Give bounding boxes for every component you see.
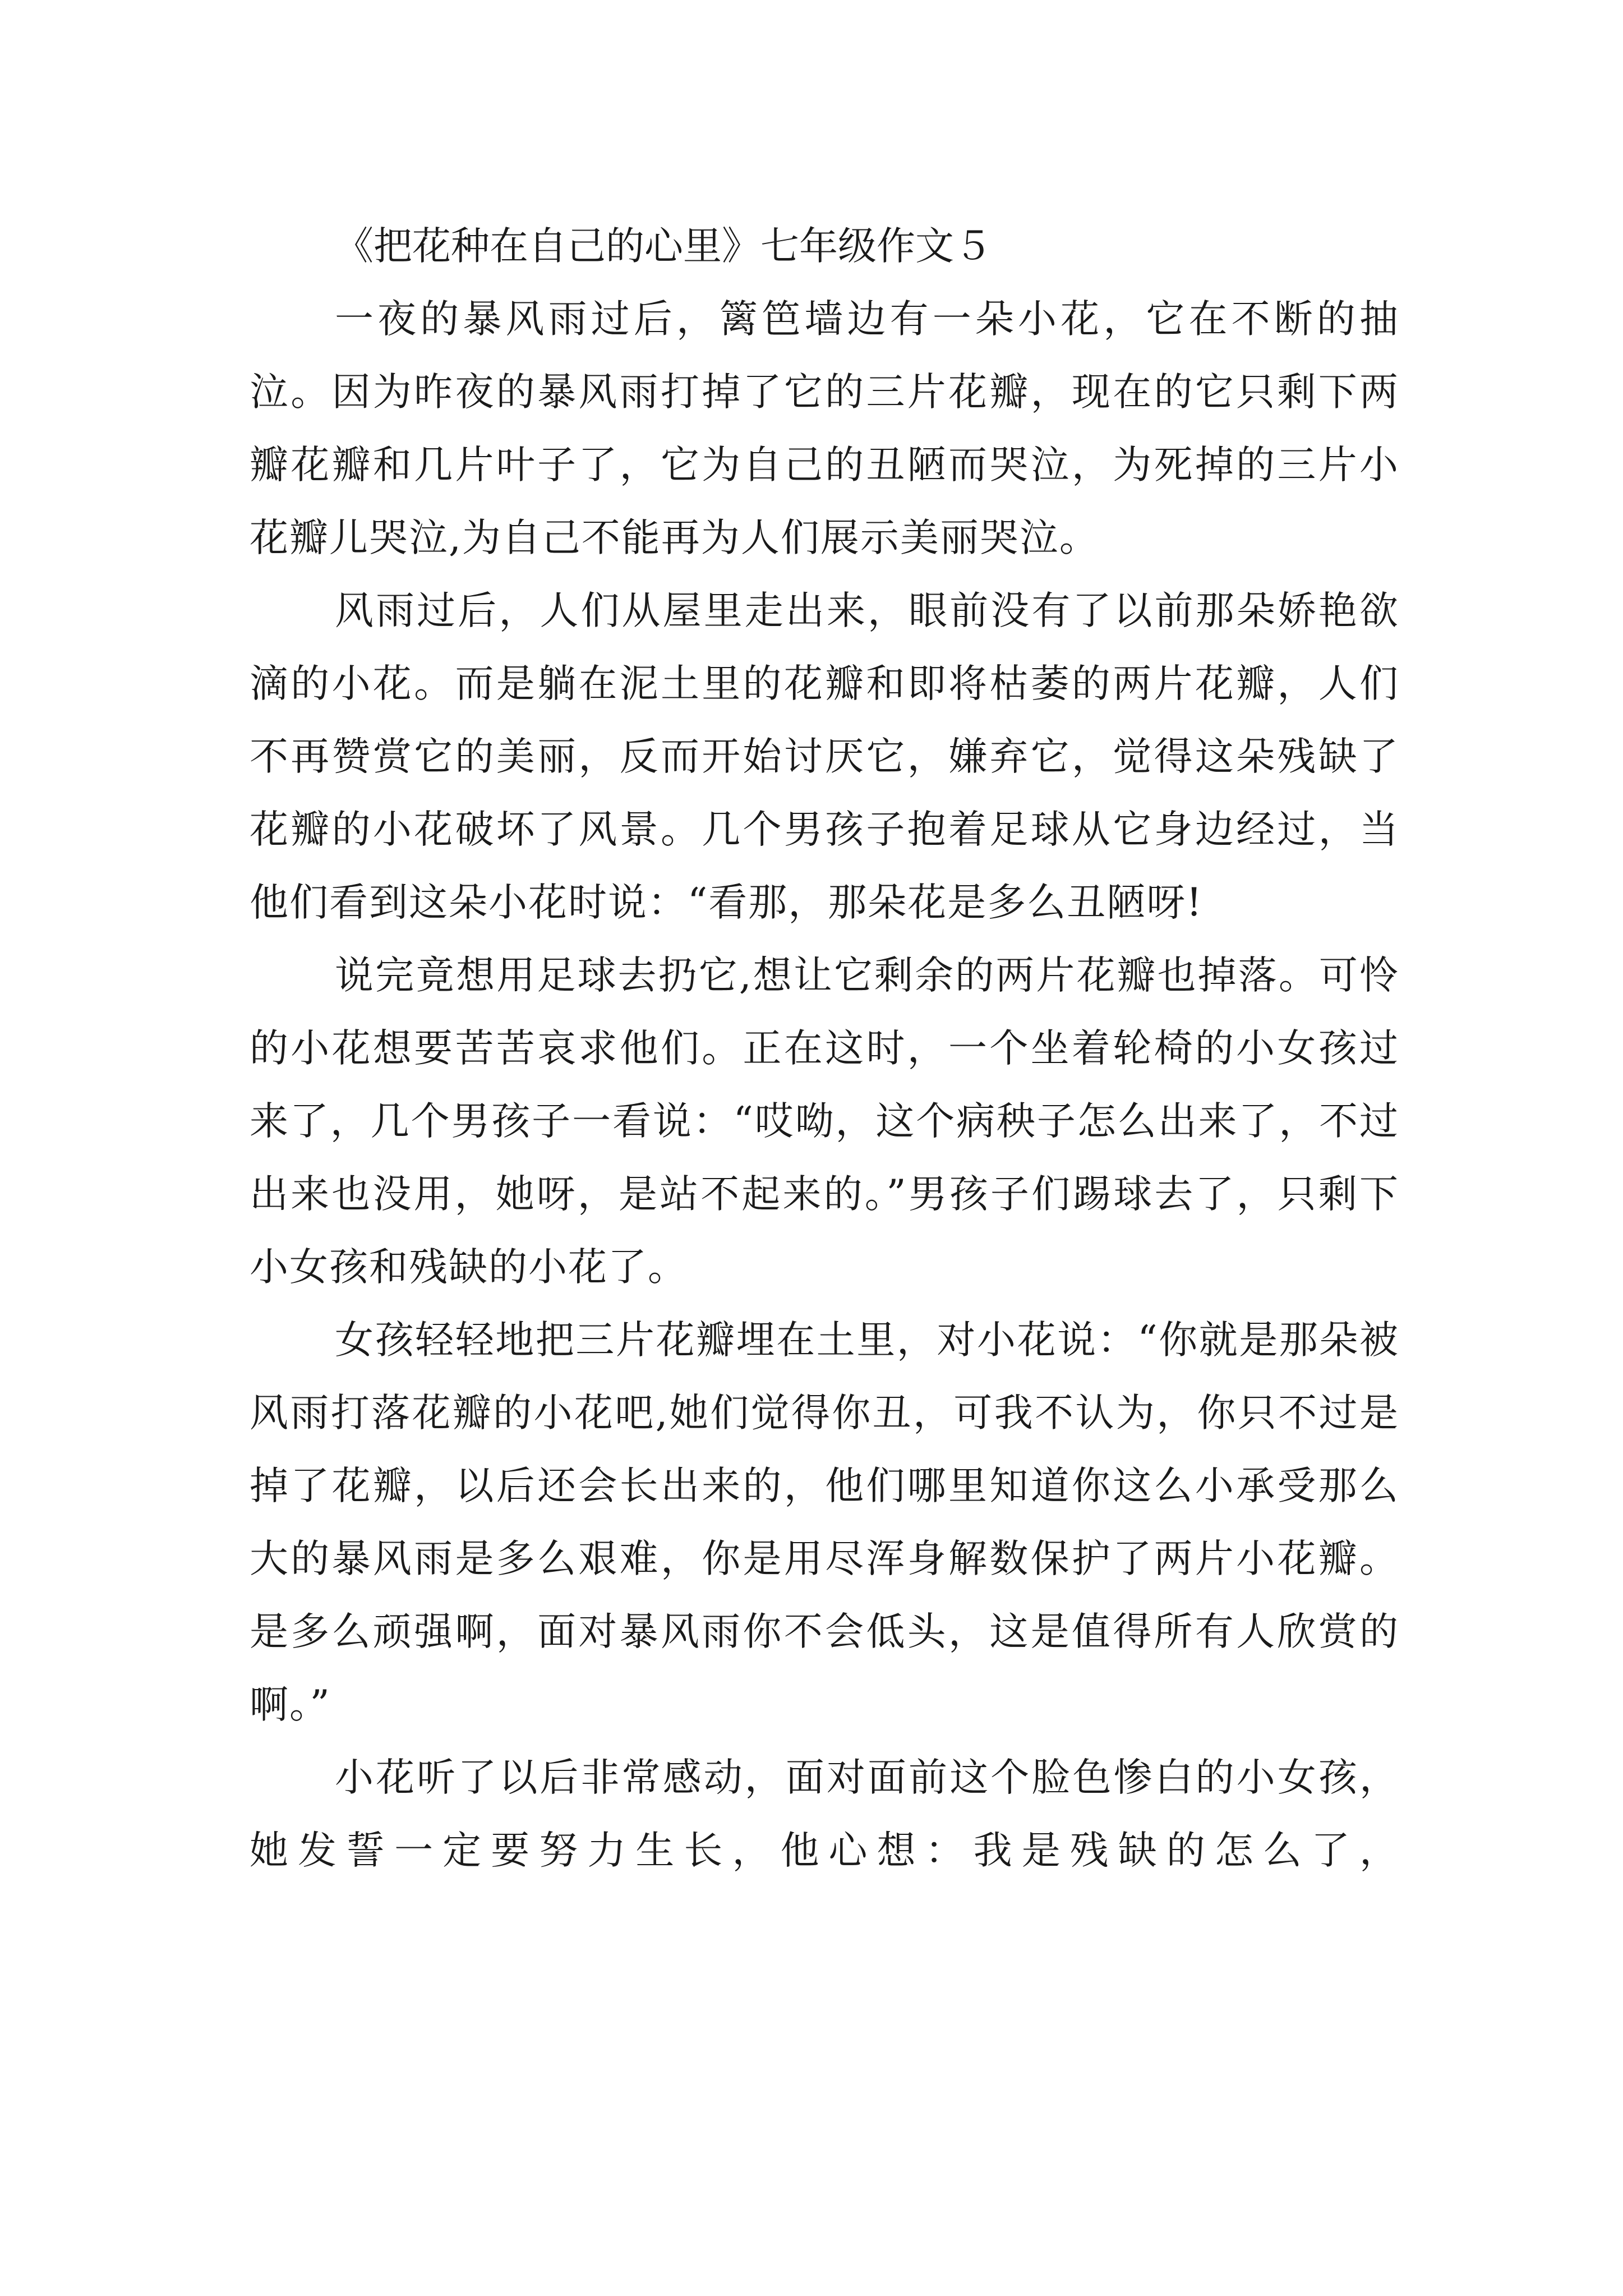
essay-paragraph: 说完竟想用足球去扔它,想让它剩余的两片花瓣也掉落。可怜的小花想要苦苦哀求他们。正在这时，一个坐着轮椅的小女孩过来了，几个男孩子一看说：“哎呦，这个病秧子怎么出来了，不过出来也没用，她呀，是站不起来的。”男孩子们踢球去了，只剩下小女孩和残缺的小花了。 — [250, 953, 1399, 1290]
essay-title: 《把花种在自己的心里》七年级作文５ — [335, 224, 993, 269]
essay-paragraph: 小花听了以后非常感动，面对面前这个脸色惨白的小女孩，她发誓一定要努力生长，他心想：我是残缺的怎么了， — [250, 1755, 1399, 1873]
essay-paragraph: 一夜的暴风雨过后，篱笆墙边有一朵小花，它在不断的抽泣。因为昨夜的暴风雨打掉了它的三片花瓣，现在的它只剩下两瓣花瓣和几片叶子了，它为自己的丑陋而哭泣，为死掉的三片小花瓣儿哭泣,为自己不能再为人们展示美丽哭泣。 — [250, 297, 1399, 560]
essay-body — [250, 210, 1399, 1887]
essay-paragraph: 风雨过后，人们从屋里走出来，眼前没有了以前那朵娇艳欲滴的小花。而是躺在泥土里的花瓣和即将枯萎的两片花瓣，人们不再赞赏它的美丽，反而开始讨厌它，嫌弃它，觉得这朵残缺了花瓣的小花破坏了风景。几个男孩子抱着足球从它身边经过，当他们看到这朵小花时说：“看那，那朵花是多么丑陋呀! — [250, 588, 1399, 925]
essay-paragraph: 女孩轻轻地把三片花瓣埋在土里，对小花说：“你就是那朵被风雨打落花瓣的小花吧,她们觉得你丑，可我不认为，你只不过是掉了花瓣，以后还会长出来的，他们哪里知道你这么小承受那么大的暴风雨是多么艰难，你是用尽浑身解数保护了两片小花瓣。是多么顽强啊，面对暴风雨你不会低头，这是值得所有人欣赏的啊。” — [250, 1318, 1399, 1727]
